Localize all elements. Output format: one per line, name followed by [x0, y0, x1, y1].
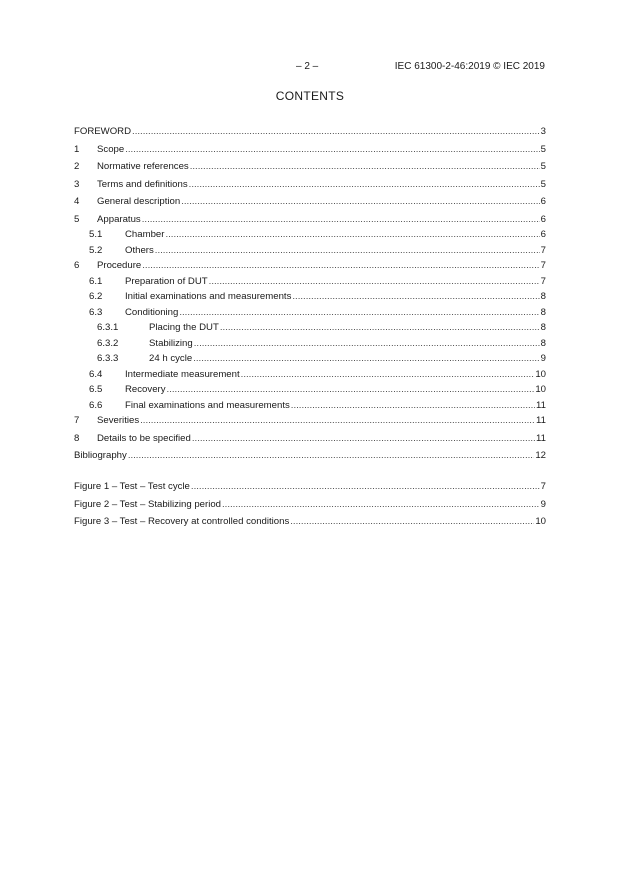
leader-dots [191, 479, 540, 495]
leader-dots [193, 351, 539, 367]
toc-entry-page: 11 [536, 432, 546, 444]
leader-dots [132, 124, 540, 140]
toc-entry-number: 6.5 [89, 384, 103, 395]
toc-entry-label: Placing the DUT [149, 322, 219, 333]
toc-entry-page: 11 [536, 415, 546, 426]
leader-dots [142, 258, 539, 274]
toc-entry-label: Intermediate measurement [125, 368, 240, 380]
toc-entry-number: 4 [74, 196, 80, 207]
toc-entry-6-6[interactable] [74, 398, 546, 414]
leader-dots [189, 177, 540, 193]
toc-entry-bibliography[interactable] [74, 448, 546, 464]
toc-entry-page: 7 [540, 275, 546, 287]
toc-entry-page: 8 [540, 322, 546, 333]
toc-entry-page: 6 [540, 213, 546, 225]
toc-entry-number: 6.3.3 [97, 353, 119, 364]
leader-dots [140, 413, 535, 429]
toc-entry-page: 8 [540, 306, 546, 318]
toc-entry-number: 6.2 [89, 291, 103, 302]
toc-entry-number: 6.4 [89, 368, 103, 380]
toc-entry-number: 6 [74, 260, 80, 271]
toc-entry-number: 5.1 [89, 229, 103, 240]
toc-entry-6-4[interactable] [74, 367, 546, 383]
toc-entry-page: 5 [540, 143, 546, 155]
toc-entry-5[interactable] [74, 212, 546, 228]
toc-entry-6-3-2[interactable] [74, 336, 546, 352]
leader-dots [190, 159, 540, 175]
toc-entry-number: 5 [74, 213, 80, 225]
page-title: CONTENTS [275, 89, 345, 103]
leader-dots [125, 142, 539, 158]
toc-entry-number: 6.3.2 [97, 337, 119, 349]
leader-dots [128, 448, 535, 464]
toc-entry-6-5[interactable] [74, 382, 546, 398]
leader-dots [155, 243, 540, 259]
toc-entry-5-1[interactable] [74, 227, 546, 243]
toc-entry-1[interactable] [74, 142, 546, 158]
leader-dots [167, 382, 535, 398]
toc-entry-8[interactable] [74, 431, 546, 447]
toc-entry-number: 1 [74, 143, 80, 155]
toc-entry-foreword[interactable] [74, 124, 546, 140]
figure-entry-page: 10 [535, 516, 546, 527]
toc-entry-label: Initial examinations and measurements [125, 291, 292, 302]
toc-entry-page: 9 [540, 353, 546, 364]
leader-dots [179, 305, 539, 321]
leader-dots [292, 289, 539, 305]
toc-entry-label: Apparatus [97, 213, 141, 225]
leader-dots [165, 227, 539, 243]
toc-entry-label: Conditioning [125, 306, 179, 318]
toc-entry-6-3[interactable] [74, 305, 546, 321]
figure-entry-label: Figure 1 – Test – Test cycle [74, 481, 190, 492]
toc-entry-6-3-1[interactable] [74, 320, 546, 336]
toc-entry-number: 6.6 [89, 399, 103, 411]
toc-entry-label: Normative references [97, 161, 189, 172]
toc-entry-6-3-3[interactable] [74, 351, 546, 367]
toc-entry-page: 3 [540, 126, 546, 137]
toc-entry-label: Severities [97, 415, 140, 426]
toc-entry-number: 3 [74, 178, 80, 190]
toc-entry-label: Bibliography [74, 450, 127, 461]
toc-entry-page: 8 [540, 337, 546, 349]
leader-dots [291, 398, 535, 414]
toc-entry-page: 6 [540, 229, 546, 240]
toc-entry-page: 6 [540, 196, 546, 207]
toc-entry-label: FOREWORD [74, 126, 132, 137]
toc-entry-label: Details to be specified [97, 432, 191, 444]
leader-dots [222, 497, 540, 513]
toc-entry-2[interactable] [74, 159, 546, 175]
document-id: IEC 61300-2-46:2019 © IEC 2019 [394, 61, 545, 72]
toc-entry-label: 24 h cycle [149, 353, 193, 364]
toc-entry-4[interactable] [74, 194, 546, 210]
toc-entry-label: Scope [97, 143, 125, 155]
leader-dots [290, 514, 534, 530]
leader-dots [220, 320, 540, 336]
toc-entry-page: 10 [535, 384, 546, 395]
toc-entry-label: Final examinations and measurements [125, 399, 290, 411]
toc-entry-7[interactable] [74, 413, 546, 429]
figure-entry-label: Figure 3 – Test – Recovery at controlled conditions [74, 516, 290, 527]
toc-entry-label: Procedure [97, 260, 142, 271]
leader-dots [241, 367, 535, 383]
toc-entry-6-2[interactable] [74, 289, 546, 305]
leader-dots [194, 336, 540, 352]
toc-entry-label: Stabilizing [149, 337, 193, 349]
figure-entry-page: 7 [540, 481, 546, 492]
toc-entry-page: 10 [535, 368, 546, 380]
toc-entry-label: Chamber [125, 229, 165, 240]
list-of-figures [74, 479, 546, 530]
toc-entry-label: Terms and definitions [97, 178, 188, 190]
toc-entry-page: 7 [540, 244, 546, 256]
figure-entry-1[interactable] [74, 479, 546, 495]
toc-entry-5-2[interactable] [74, 243, 546, 259]
toc-entry-6-1[interactable] [74, 274, 546, 290]
toc-entry-6[interactable] [74, 258, 546, 274]
toc-entry-page: 12 [535, 450, 546, 461]
toc-entry-number: 6.1 [89, 275, 103, 287]
toc-entry-label: Preparation of DUT [125, 275, 208, 287]
toc-entry-page: 11 [536, 399, 546, 411]
toc-entry-number: 5.2 [89, 244, 103, 256]
toc-entry-label: Others [125, 244, 154, 256]
toc-entry-page: 8 [540, 291, 546, 302]
toc-entry-page: 7 [540, 260, 546, 271]
page-number: – 2 – [296, 61, 319, 72]
toc-entry-page: 5 [540, 178, 546, 190]
leader-dots [181, 194, 539, 210]
toc-entry-label: Recovery [125, 384, 166, 395]
figure-entry-2[interactable] [74, 497, 546, 513]
toc-entry-label: General description [97, 196, 181, 207]
toc-entry-3[interactable] [74, 177, 546, 193]
toc-entry-number: 8 [74, 432, 80, 444]
toc-entry-page: 5 [540, 161, 546, 172]
toc-entry-number: 7 [74, 415, 80, 426]
leader-dots [142, 212, 540, 228]
toc-entry-number: 6.3.1 [97, 322, 119, 333]
toc-entry-number: 6.3 [89, 306, 103, 318]
leader-dots [209, 274, 540, 290]
figure-entry-label: Figure 2 – Test – Stabilizing period [74, 498, 222, 510]
toc-entry-number: 2 [74, 161, 80, 172]
leader-dots [192, 431, 535, 447]
figure-entry-3[interactable] [74, 514, 546, 530]
figure-entry-page: 9 [540, 498, 546, 510]
table-of-contents [74, 124, 546, 464]
